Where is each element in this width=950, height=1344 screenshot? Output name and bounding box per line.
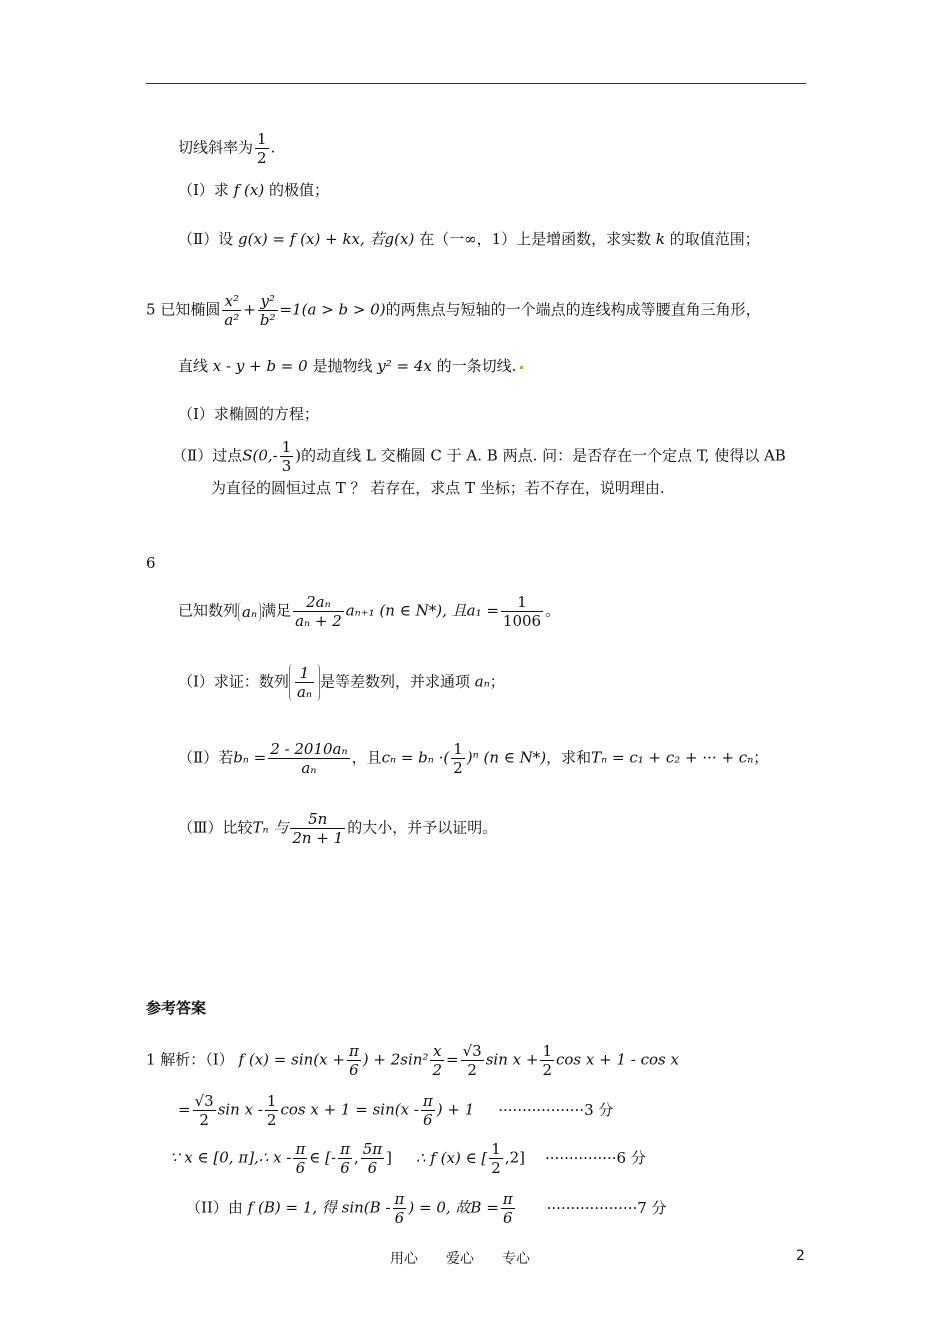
q6-part1: （Ⅰ）求证：数列 $\frac{1}{\text{aₙ}}$ 是等差数列，并求通项 aₙ；	[178, 664, 505, 701]
q5-number: 5	[146, 300, 156, 319]
q4-gx-expr: g(x) = f (x) + kx, 若g(x)	[237, 230, 415, 248]
header-rule	[146, 83, 806, 84]
page-number: 2	[796, 1248, 805, 1264]
sequence-an: aₙ	[238, 602, 261, 622]
q4-part2: （Ⅱ）设 g(x) = f (x) + kx, 若g(x) 在（一∞，1）上是增函数，求实数 k 的取值范围；	[178, 230, 760, 248]
q4-fx: f (x)	[233, 181, 265, 199]
q5-intro: 5 已知椭圆 $\frac{\text{x²}}{\text{a²}}$ + $\frac{\text{y²}}{\text{b²}}$ =1(a > b > 0)的两焦点与短轴的一个端点的连线构成等腰直角三角形，	[146, 292, 761, 329]
score-7: ···················7 分	[546, 1198, 667, 1217]
sequence-reciprocal: $\frac{1}{\text{aₙ}}$	[289, 664, 320, 701]
q4-slope-text: 切线斜率为	[178, 138, 254, 157]
fraction-one-half: $\frac{1}{2}$	[257, 130, 267, 167]
answer-line-3: ∵ x ∈ [0, π],∴ x - $\frac{\pi}{6}$ ∈ [- $\frac{\pi}{6}$ , $\frac{5\pi}{6}$ ] ∴ f (x) ∈ [ $\frac{1}{2}$ ,2] ···············6 分	[170, 1140, 646, 1177]
fraction-recurrence: $\frac{\text{2aₙ}}{\text{aₙ + 2}}$	[295, 593, 342, 630]
q5-line: 直线 x - y + b = 0 是抛物线 y² = 4x 的一条切线.	[178, 356, 523, 376]
line-equation: x - y + b = 0	[212, 357, 308, 375]
q4-slope-line: 切线斜率为 $\frac{1}{2}$ .	[178, 130, 276, 167]
q6-part2: （Ⅱ）若bₙ = $\frac{\text{2 - 2010aₙ}}{\text{aₙ}}$ ，且cₙ = bₙ ·( $\frac{1}{2}$ )ⁿ (n ∈ N*)，求和Tₙ = c₁ + c₂ + ··· + cₙ；	[178, 740, 769, 777]
fraction-5n: $\frac{5n}{2n + 1}$	[292, 810, 344, 847]
q6-part3: （Ⅲ）比较Tₙ 与 $\frac{5n}{2n + 1}$ 的大小，并予以证明。	[178, 810, 498, 847]
marker-dot	[520, 366, 523, 369]
fraction-half: $\frac{1}{2}$	[453, 740, 463, 777]
q5-part1: （Ⅰ）求椭圆的方程；	[178, 405, 319, 423]
q5-part2: （Ⅱ）过点S(0,- $\frac{1}{3}$ )的动直线 L 交椭圆 C 于 A. B 两点. 问：是否存在一个定点 T, 使得以 AB	[172, 438, 786, 475]
fraction-initial: $\frac{1}{1006}$	[502, 593, 542, 630]
answer-line-1: 1 解析：（Ⅰ） f (x) = sin(x + $\frac{\pi}{6}$ ) + 2sin² $\frac{x}{2}$ = $\frac{√3}{2}$ sin x + $\frac{1}{2}$ cos x + 1 - cos x	[146, 1042, 679, 1079]
score-3: ··················3 分	[498, 1100, 614, 1119]
q5-part2-line2: 为直径的圆恒过点 T ？ 若存在，求点 T 坐标；若不存在，说明理由.	[211, 479, 665, 497]
q6-number: 6	[146, 554, 156, 572]
fraction-x2-a2: $\frac{\text{x²}}{\text{a²}}$	[224, 292, 240, 329]
answers-heading: 参考答案	[146, 999, 207, 1017]
answer-line-4: （II）由 f (B) = 1, 得 sin(B - $\frac{\pi}{6}$ ) = 0, 故B = $\frac{\pi}{6}$ ···················7 分	[186, 1190, 667, 1227]
ellipse-condition: =1(a > b > 0)	[279, 300, 386, 319]
fraction-bn: $\frac{\text{2 - 2010aₙ}}{\text{aₙ}}$	[270, 740, 348, 777]
q6-intro: 已知数列 aₙ 满足 $\frac{\text{2aₙ}}{\text{aₙ + 2}}$ aₙ₊₁ (n ∈ N*), 且a₁ = $\frac{1}{1006}$ 。	[178, 593, 561, 630]
fraction-one-third: $\frac{1}{3}$	[281, 438, 292, 475]
score-6: ···············6 分	[545, 1148, 646, 1167]
q4-part1: （Ⅰ）求 f (x) 的极值；	[178, 181, 329, 199]
answer-line-2: = $\frac{√3}{2}$ sin x - $\frac{1}{2}$ cos x + 1 = sin(x - $\frac{\pi}{6}$ ) + 1 ··················3 分	[178, 1092, 614, 1129]
sum-tn: Tₙ = c₁ + c₂ + ··· + cₙ	[591, 748, 754, 767]
fraction-y2-b2: $\frac{\text{y²}}{\text{b²}}$	[259, 292, 276, 329]
parabola-equation: y² = 4x	[377, 357, 432, 375]
footer-motto: 用心 爱心 专心	[390, 1251, 530, 1267]
